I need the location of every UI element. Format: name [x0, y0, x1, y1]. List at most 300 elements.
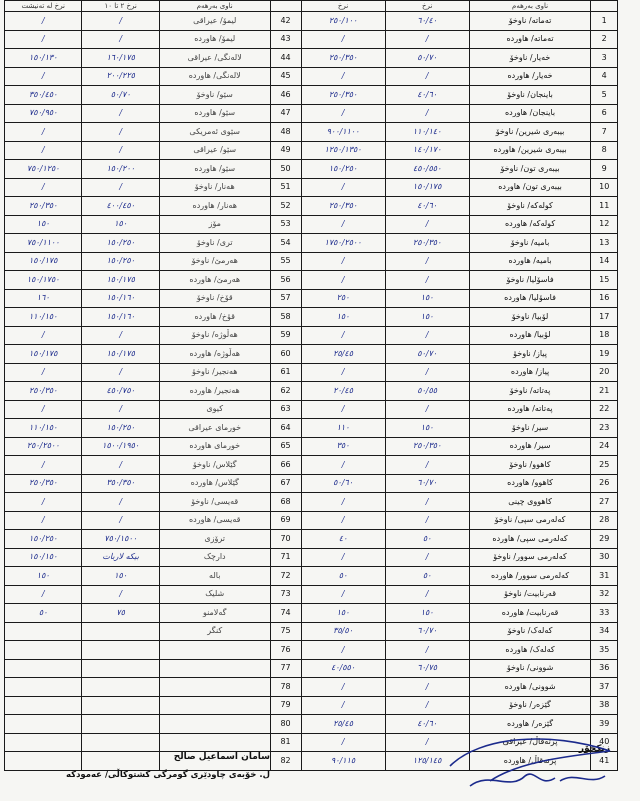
cell-r1: ٤٠/٦٠: [385, 86, 469, 105]
cell-r1: /: [385, 733, 469, 752]
cell-r2: /: [301, 400, 385, 419]
cell-n1: 28: [591, 511, 618, 530]
header-cell: [270, 1, 301, 12]
cell-r2: /: [301, 215, 385, 234]
cell-rn: خەیار/ ناوخۆ: [469, 49, 591, 68]
cell-l2: /: [5, 141, 82, 160]
cell-l2: ٧٥٠/١١٠٠: [5, 234, 82, 253]
cell-l1: ١٥٠/٢٠٠: [82, 160, 159, 179]
cell-rn: کولەکە/ هاوردە: [469, 215, 591, 234]
cell-ln: سێو/ ناوخۆ: [159, 86, 270, 105]
cell-n1: 38: [591, 696, 618, 715]
cell-n1: 25: [591, 456, 618, 475]
cell-r1: ٤٠/٦٠: [385, 197, 469, 216]
cell-l1: [82, 678, 159, 697]
cell-n2: 54: [270, 234, 301, 253]
signer-title: ل. خۆبەی چاودێری گومرگی کشتوکاڵی/ عەمودکە: [65, 770, 270, 780]
cell-n1: 11: [591, 197, 618, 216]
cell-l2: [5, 715, 82, 734]
table-row: [5, 696, 618, 715]
cell-rn: کاهوو/ هاوردە: [469, 474, 591, 493]
cell-n2: 42: [270, 12, 301, 31]
cell-n2: 63: [270, 400, 301, 419]
cell-r2: /: [301, 30, 385, 49]
table-row: [5, 456, 618, 475]
cell-rn: تەماتە/ هاوردە: [469, 30, 591, 49]
cell-rn: فاسۆلیا/ هاوردە: [469, 289, 591, 308]
cell-r1: /: [385, 67, 469, 86]
cell-r1: ٥٠: [385, 567, 469, 586]
cell-l1: ١٥٠/٢٥٠: [82, 419, 159, 438]
cell-ln: سێو/ هاوردە: [159, 160, 270, 179]
cell-l1: ٧٥٠/١٥٠٠: [82, 530, 159, 549]
cell-ln: لیمۆ/ هاوردە: [159, 30, 270, 49]
cell-rn: گێزەر/ هاوردە: [469, 715, 591, 734]
cell-rn: باینجان/ هاوردە: [469, 104, 591, 123]
cell-rn: قەرنابیت/ هاوردە: [469, 604, 591, 623]
cell-l2: [5, 641, 82, 660]
cell-l1: ١٥٠/١٦٠: [82, 308, 159, 327]
cell-l2: ٢٥٠/٣٥٠: [5, 382, 82, 401]
cell-n1: 20: [591, 363, 618, 382]
cell-l2: [5, 678, 82, 697]
cell-rn: فاسۆلیا/ ناوخۆ: [469, 271, 591, 290]
cell-r1: ٤٠/٦٠: [385, 715, 469, 734]
cell-l1: /: [82, 585, 159, 604]
table-row: [5, 234, 618, 253]
cell-n1: 6: [591, 104, 618, 123]
cell-l2: ٢٥٠/٣٥٠: [5, 197, 82, 216]
cell-r1: ٦٠/٧٠: [385, 474, 469, 493]
header-cell: [591, 1, 618, 12]
cell-n1: 37: [591, 678, 618, 697]
cell-r1: /: [385, 326, 469, 345]
handwritten-signature: [430, 726, 630, 801]
cell-r2: /: [301, 252, 385, 271]
cell-r1: ١٤٠/١٧٠: [385, 141, 469, 160]
table-row: [5, 30, 618, 49]
cell-ln: بالە: [159, 567, 270, 586]
cell-n1: 34: [591, 622, 618, 641]
table-row: [5, 363, 618, 382]
cell-l1: ١٥٠: [82, 215, 159, 234]
table-row: [5, 104, 618, 123]
cell-n2: 66: [270, 456, 301, 475]
table-row: [5, 659, 618, 678]
cell-n2: 62: [270, 382, 301, 401]
cell-l1: ٤٠٠/٤٥٠: [82, 197, 159, 216]
cell-l1: [82, 641, 159, 660]
cell-rn: بامیە/ ناوخۆ: [469, 234, 591, 253]
cell-ln: [159, 641, 270, 660]
cell-l1: ١٥٠/١٧٥: [82, 345, 159, 364]
cell-r1: /: [385, 30, 469, 49]
cell-r2: ٥٠/٦٠: [301, 474, 385, 493]
cell-l1: ٥٠/٧٠: [82, 86, 159, 105]
table-row: [5, 178, 618, 197]
cell-n2: 65: [270, 437, 301, 456]
cell-n1: 16: [591, 289, 618, 308]
cell-n2: 81: [270, 733, 301, 752]
cell-l1: /: [82, 511, 159, 530]
cell-r2: ١٧٥٠/٢٥٠٠: [301, 234, 385, 253]
cell-r1: ٤٥٠/٥٥٠: [385, 160, 469, 179]
cell-l1: /: [82, 400, 159, 419]
cell-l2: /: [5, 511, 82, 530]
cell-rn: کەلەک/ ناوخۆ: [469, 622, 591, 641]
cell-n2: 49: [270, 141, 301, 160]
cell-l2: /: [5, 178, 82, 197]
cell-n2: 74: [270, 604, 301, 623]
cell-ln: هەنجیر/ هاوردە: [159, 382, 270, 401]
header-cell: ناوی بەرهەم: [469, 1, 591, 12]
header-cell: نرخ لە تەنیشت: [5, 1, 82, 12]
cell-n2: 75: [270, 622, 301, 641]
cell-rn: قەرنابیت/ ناوخۆ: [469, 585, 591, 604]
cell-r1: /: [385, 493, 469, 512]
cell-l1: بیکە لاربات: [82, 548, 159, 567]
cell-l2: ١٥٠: [5, 215, 82, 234]
cell-r1: /: [385, 215, 469, 234]
table-row: [5, 197, 618, 216]
cell-l1: /: [82, 12, 159, 31]
table-row: [5, 160, 618, 179]
cell-r2: ٢٥٠/٣٥٠: [301, 49, 385, 68]
cell-r1: /: [385, 548, 469, 567]
cell-r1: ١١٠/١٤٠: [385, 123, 469, 142]
cell-r1: ١٢٥/١٤٥: [385, 752, 469, 771]
cell-n1: 32: [591, 585, 618, 604]
cell-r2: /: [301, 678, 385, 697]
table-row: [5, 12, 618, 31]
cell-n1: 1: [591, 12, 618, 31]
cell-n1: 18: [591, 326, 618, 345]
cell-ln: [159, 659, 270, 678]
cell-n2: 68: [270, 493, 301, 512]
cell-n1: 13: [591, 234, 618, 253]
cell-n2: 67: [270, 474, 301, 493]
cell-n2: 77: [270, 659, 301, 678]
cell-rn: سیر/ ناوخۆ: [469, 419, 591, 438]
price-table: [4, 0, 618, 771]
table-row: [5, 511, 618, 530]
cell-n1: 31: [591, 567, 618, 586]
cell-n1: 8: [591, 141, 618, 160]
cell-n2: 48: [270, 123, 301, 142]
cell-l2: [5, 622, 82, 641]
cell-r1: /: [385, 400, 469, 419]
cell-n2: 72: [270, 567, 301, 586]
cell-r1: ٥٠/٧٠: [385, 49, 469, 68]
signer-name: سامان اسماعیل صالح: [173, 752, 270, 762]
cell-ln: لیمۆ/ عیراقی: [159, 12, 270, 31]
cell-n2: 79: [270, 696, 301, 715]
table-row: [5, 141, 618, 160]
table-row: [5, 474, 618, 493]
cell-l2: /: [5, 326, 82, 345]
table-row: [5, 530, 618, 549]
cell-r1: ٢٥٠/٣٥٠: [385, 234, 469, 253]
cell-n2: 61: [270, 363, 301, 382]
cell-r2: /: [301, 326, 385, 345]
cell-rn: بیبەری تون/ ناوخۆ: [469, 160, 591, 179]
cell-l1: [82, 696, 159, 715]
table-row: [5, 400, 618, 419]
cell-r1: /: [385, 696, 469, 715]
cell-rn: کەلەرمی سپی/ هاوردە: [469, 530, 591, 549]
cell-ln: هەرمێ/ ناوخۆ: [159, 252, 270, 271]
cell-l2: ١١٠/١٥٠: [5, 308, 82, 327]
cell-n1: 41: [591, 752, 618, 771]
cell-n2: 45: [270, 67, 301, 86]
cell-n1: 27: [591, 493, 618, 512]
cell-ln: هەنار/ ناوخۆ: [159, 178, 270, 197]
cell-ln: هەڵوژە/ ناوخۆ: [159, 326, 270, 345]
cell-l1: /: [82, 493, 159, 512]
cell-rn: بیبەری شیرین/ هاوردە: [469, 141, 591, 160]
cell-n2: 58: [270, 308, 301, 327]
cell-n2: 46: [270, 86, 301, 105]
table-row: [5, 123, 618, 142]
table-row: [5, 493, 618, 512]
table-row: [5, 308, 618, 327]
cell-l1: /: [82, 104, 159, 123]
cell-r2: ٩٠/١١٥: [301, 752, 385, 771]
cell-l1: ٣٥٠/٣٥٠: [82, 474, 159, 493]
cell-r2: ١٥٠: [301, 604, 385, 623]
cell-ln: هەنجیر/ ناوخۆ: [159, 363, 270, 382]
cell-l1: /: [82, 30, 159, 49]
table-row: [5, 271, 618, 290]
cell-r2: ٢٥٠/١٠٠: [301, 12, 385, 31]
cell-r2: ١١٠: [301, 419, 385, 438]
cell-n1: 24: [591, 437, 618, 456]
cell-r1: ٥٠/٥٥: [385, 382, 469, 401]
cell-r1: ٦٠/٧٠: [385, 622, 469, 641]
cell-n1: 35: [591, 641, 618, 660]
cell-n1: 29: [591, 530, 618, 549]
cell-ln: ترۆزی: [159, 530, 270, 549]
cell-r2: /: [301, 585, 385, 604]
cell-r2: ٢٥٠: [301, 289, 385, 308]
cell-ln: گەلامنو: [159, 604, 270, 623]
cell-l1: /: [82, 363, 159, 382]
cell-r1: ١٥٠: [385, 289, 469, 308]
cell-ln: قەیسی/ ناوخۆ: [159, 493, 270, 512]
cell-n2: 73: [270, 585, 301, 604]
cell-l2: /: [5, 67, 82, 86]
cell-rn: سیر/ هاوردە: [469, 437, 591, 456]
table-row: [5, 382, 618, 401]
cell-rn: پیاز/ هاوردە: [469, 363, 591, 382]
cell-l1: [82, 659, 159, 678]
cell-l2: ٣٥٠/٤٥٠: [5, 86, 82, 105]
cell-ln: کیوی: [159, 400, 270, 419]
table-row: [5, 49, 618, 68]
cell-ln: [159, 678, 270, 697]
cell-r2: /: [301, 104, 385, 123]
cell-l1: ٧٥: [82, 604, 159, 623]
cell-n2: 55: [270, 252, 301, 271]
cell-l2: ١٥٠/١٧٥٠: [5, 271, 82, 290]
table-header: [5, 1, 618, 12]
cell-l1: ١٥٠/٢٥٠: [82, 234, 159, 253]
cell-ln: دارچک: [159, 548, 270, 567]
cell-r2: ٤٠/٥٥٠: [301, 659, 385, 678]
cell-rn: بیبەری تون/ هاوردە: [469, 178, 591, 197]
cell-n2: 71: [270, 548, 301, 567]
cell-rn: لۆبیا/ هاوردە: [469, 326, 591, 345]
cell-ln: خورمای هاوردە: [159, 437, 270, 456]
cell-l1: ١٥٠/١٦٠: [82, 289, 159, 308]
cell-ln: [159, 696, 270, 715]
cell-r1: /: [385, 104, 469, 123]
cell-r1: ٦٠/٧٥: [385, 659, 469, 678]
cell-n1: 7: [591, 123, 618, 142]
table-row: [5, 585, 618, 604]
table-row: [5, 86, 618, 105]
cell-ln: خورمای عیراقی: [159, 419, 270, 438]
cell-r2: /: [301, 641, 385, 660]
cell-n1: 40: [591, 733, 618, 752]
cell-n1: 30: [591, 548, 618, 567]
table-row: [5, 622, 618, 641]
cell-l1: [82, 622, 159, 641]
cell-l1: ١٥٠: [82, 567, 159, 586]
cell-l2: /: [5, 363, 82, 382]
cell-l2: /: [5, 12, 82, 31]
header-cell: نرخ ٢ تا ١٠: [82, 1, 159, 12]
header-cell: نرخ: [301, 1, 385, 12]
cell-rn: کاهووی چینی: [469, 493, 591, 512]
cell-r1: /: [385, 641, 469, 660]
table-row: [5, 67, 618, 86]
cell-l1: ١٦٠/١٧٥: [82, 49, 159, 68]
cell-r1: /: [385, 252, 469, 271]
footer: [0, 740, 640, 801]
cell-l2: ٧٥٠/٩٥٠: [5, 104, 82, 123]
cell-ln: شلیک: [159, 585, 270, 604]
cell-l2: ١١٠/١٥٠: [5, 419, 82, 438]
cell-r2: ٤٠: [301, 530, 385, 549]
cell-rn: شوونی/ هاوردە: [469, 678, 591, 697]
cell-n2: 53: [270, 215, 301, 234]
table-row: [5, 567, 618, 586]
table-row: [5, 641, 618, 660]
cell-r1: ١٥٠: [385, 604, 469, 623]
cell-ln: هەڵوژە/ هاوردە: [159, 345, 270, 364]
cell-r2: ١٢٥٠/١٣٥٠: [301, 141, 385, 160]
cell-l1: /: [82, 326, 159, 345]
cell-n1: 39: [591, 715, 618, 734]
cell-n2: 59: [270, 326, 301, 345]
cell-r1: /: [385, 456, 469, 475]
cell-l2: ١٥٠: [5, 567, 82, 586]
cell-r2: /: [301, 456, 385, 475]
cell-n1: 36: [591, 659, 618, 678]
cell-l2: ٧٥٠/١٢٥٠: [5, 160, 82, 179]
cell-r2: /: [301, 548, 385, 567]
cell-rn: پرتەقاڵ/ هاوردە: [469, 752, 591, 771]
cell-l1: ١٥٠/٢٥٠: [82, 252, 159, 271]
cell-r1: /: [385, 363, 469, 382]
table-row: [5, 289, 618, 308]
cell-l2: /: [5, 585, 82, 604]
cell-l2: ١٥٠/١٧٥: [5, 345, 82, 364]
cell-n2: 43: [270, 30, 301, 49]
cell-r2: ٩٠٠/١١٠٠: [301, 123, 385, 142]
cell-r2: /: [301, 493, 385, 512]
cell-r2: ٢٥٠/٣٥٠: [301, 197, 385, 216]
cell-r2: /: [301, 178, 385, 197]
cell-n1: 10: [591, 178, 618, 197]
cell-rn: کاهوو/ ناوخۆ: [469, 456, 591, 475]
cell-l1: ٢٠٠/٢٢٥: [82, 67, 159, 86]
cell-l1: /: [82, 123, 159, 142]
cell-l2: ١٥٠/١٧٥: [5, 252, 82, 271]
cell-rn: گێزەر/ ناوخۆ: [469, 696, 591, 715]
cell-rn: کەلەرمی سوور/ ناوخۆ: [469, 548, 591, 567]
table-row: [5, 548, 618, 567]
cell-rn: پرتەقاڵ/ عیراقی: [469, 733, 591, 752]
cell-ln: لالەنگی/ هاوردە: [159, 67, 270, 86]
cell-l2: [5, 696, 82, 715]
cell-rn: باینجان/ ناوخۆ: [469, 86, 591, 105]
cell-rn: کەلەک/ هاوردە: [469, 641, 591, 660]
cell-n1: 22: [591, 400, 618, 419]
cell-n2: 78: [270, 678, 301, 697]
cell-r2: ٢٥/٤٥: [301, 345, 385, 364]
cell-r1: ٦٠/٤٠: [385, 12, 469, 31]
cell-l2: ٢٥٠/٣٥٠: [5, 474, 82, 493]
cell-n2: 80: [270, 715, 301, 734]
cell-n2: 50: [270, 160, 301, 179]
cell-r2: /: [301, 511, 385, 530]
table-row: [5, 215, 618, 234]
cell-l2: [5, 659, 82, 678]
cell-rn: کەلەرمی سپی/ ناوخۆ: [469, 511, 591, 530]
cell-r2: ٢٠/٤٥: [301, 382, 385, 401]
cell-r2: /: [301, 271, 385, 290]
cell-r2: ٥٠: [301, 567, 385, 586]
cell-r2: ٢٥/٤٥: [301, 715, 385, 734]
cell-n1: 4: [591, 67, 618, 86]
cell-l2: /: [5, 400, 82, 419]
cell-rn: پیاز/ ناوخۆ: [469, 345, 591, 364]
cell-n1: 9: [591, 160, 618, 179]
signer-label: زنکخۆر: [578, 744, 610, 754]
cell-n1: 5: [591, 86, 618, 105]
cell-r2: /: [301, 733, 385, 752]
header-cell: نرخ: [385, 1, 469, 12]
cell-r2: ٢٥٠/٣٥٠: [301, 86, 385, 105]
cell-l1: /: [82, 456, 159, 475]
cell-ln: هەنار/ هاوردە: [159, 197, 270, 216]
cell-l2: /: [5, 30, 82, 49]
cell-ln: کنگر: [159, 622, 270, 641]
cell-n1: 3: [591, 49, 618, 68]
cell-n2: 47: [270, 104, 301, 123]
cell-ln: تری/ ناوخۆ: [159, 234, 270, 253]
cell-rn: لۆبیا/ ناوخۆ: [469, 308, 591, 327]
cell-r1: /: [385, 678, 469, 697]
cell-r1: ٥٠/٧٠: [385, 345, 469, 364]
cell-n2: 52: [270, 197, 301, 216]
cell-l2: /: [5, 493, 82, 512]
cell-ln: گێلاس/ ناوخۆ: [159, 456, 270, 475]
cell-n1: 23: [591, 419, 618, 438]
cell-n2: 57: [270, 289, 301, 308]
